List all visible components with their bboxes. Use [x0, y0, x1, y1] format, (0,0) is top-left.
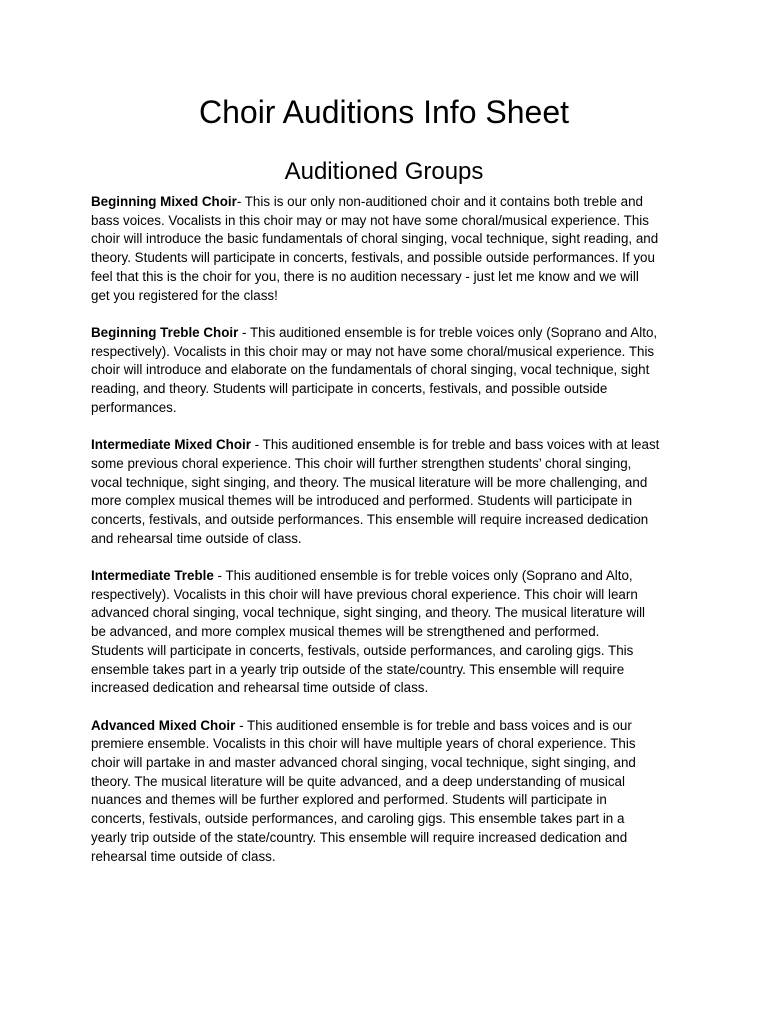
group-line: reading, and theory. Students will participate in concerts, festivals, and possible outside [91, 381, 608, 397]
group-line: premiere ensemble. Vocalists in this choir will have multiple years of choral experience. This [91, 736, 636, 752]
group-line: choir will partake in and master advanced choral singing, vocal technique, sight singing, and [91, 755, 636, 771]
group-name: Advanced Mixed Choir [91, 717, 236, 733]
group-advanced-mixed-choir [91, 717, 691, 867]
group-line [91, 324, 691, 343]
group-line: Students will participate in concerts, festivals, outside performances, and caroling gigs. This [91, 642, 634, 658]
group-line: yearly trip outside of the state/country. This ensemble will require increased dedication and [91, 829, 628, 845]
group-line: concerts, festivals, outside performances, and caroling gigs. This ensemble takes part in a [91, 811, 625, 827]
group-line: rehearsal time outside of class. [91, 848, 276, 864]
group-line [91, 567, 691, 586]
group-line: vocal technique, sight singing, and theory. The musical literature will be more challenging, and [91, 474, 648, 490]
section-heading: Auditioned Groups [284, 158, 484, 185]
group-line: choir will introduce and elaborate on the fundamentals of choral singing, vocal technique, sight [91, 362, 650, 378]
group-line: bass voices. Vocalists in this choir may or may not have some choral/musical experience. This [91, 212, 649, 228]
group-name: Beginning Mixed Choir [91, 194, 237, 209]
group-intermediate-mixed-choir [91, 436, 691, 548]
group-line [91, 436, 691, 455]
group-line: ensemble takes part in a yearly trip outside of the state/country. This ensemble will require [91, 661, 625, 677]
group-text: - This is our only non-auditioned choir and it contains both treble and [236, 194, 643, 209]
group-text: - This auditioned ensemble is for treble and bass voices and is our [235, 717, 632, 733]
group-line [91, 717, 691, 736]
group-beginning-treble-choir [91, 324, 691, 418]
group-line: theory. Students will participate in concerts, festivals, and possible outside performances. If you [91, 250, 655, 266]
group-text: - This auditioned ensemble is for treble voices only (Soprano and Alto, [238, 324, 658, 340]
group-text: - This auditioned ensemble is for treble voices only (Soprano and Alto, [213, 568, 633, 584]
group-line: respectively). Vocalists in this choir will have previous choral experience. This choir will learn [91, 586, 638, 602]
group-line: respectively). Vocalists in this choir may or may not have some choral/musical experience. This [91, 343, 655, 359]
groups-list [91, 193, 691, 885]
group-line: be advanced, and more complex musical themes will be strengthened and performed. [91, 624, 600, 640]
group-line [91, 193, 691, 212]
group-name: Intermediate Treble [91, 568, 214, 584]
group-line: more complex musical themes will be introduced and performed. Students will participate in [91, 493, 633, 509]
group-intermediate-treble [91, 567, 691, 698]
group-line: some previous choral experience. This choir will further strengthen students’ choral singing, [91, 455, 632, 471]
group-line: choir will introduce the basic fundamentals of choral singing, vocal technique, sight reading, and [91, 231, 659, 247]
page-title: Choir Auditions Info Sheet [198, 94, 569, 130]
group-line: increased dedication and rehearsal time outside of class. [91, 680, 429, 696]
group-line: concerts, festivals, and outside performances. This ensemble will require increased dedication [91, 511, 649, 527]
group-line: and rehearsal time outside of class. [91, 530, 302, 546]
group-beginning-mixed-choir [91, 193, 691, 305]
group-line: nuances and themes will be further explored and performed. Students will participate in [91, 792, 607, 808]
group-line: feel that this is the choir for you, there is no audition necessary - just let me know and we will [91, 268, 639, 284]
group-name: Intermediate Mixed Choir [91, 437, 251, 453]
group-line: theory. The musical literature will be quite advanced, and a deep understanding of musical [91, 773, 625, 789]
group-line: advanced choral singing, vocal technique, sight singing, and theory. The musical literature will [91, 605, 646, 621]
group-line: get you registered for the class! [91, 287, 278, 303]
group-name: Beginning Treble Choir [91, 324, 239, 340]
group-line: performances. [91, 399, 177, 415]
group-text: - This auditioned ensemble is for treble and bass voices with at least [250, 437, 660, 453]
